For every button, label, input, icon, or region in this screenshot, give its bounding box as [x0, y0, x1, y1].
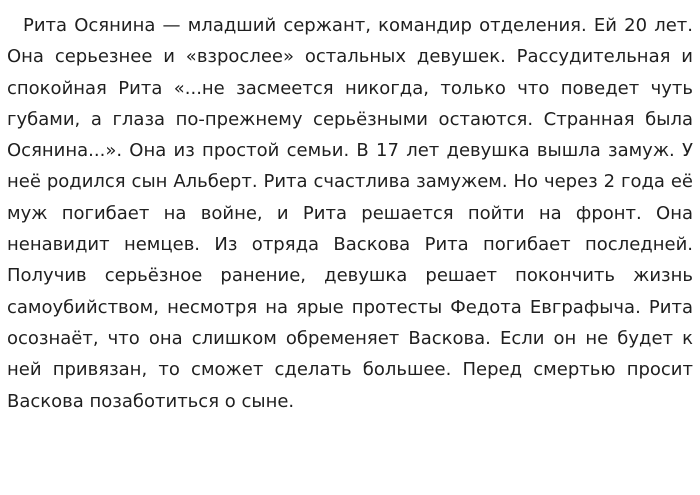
paragraph-text: Рита Осянина — младший сержант, командир отделения. Ей 20 лет. Она серьезнее и «взрослее» остальных девушек. Рассудительная и спокойная Рита «...не засмеется никогда, только что поведет чуть губами, а глаза по-прежнему серьёзными остаются. Странная была Осянина...». Она из простой семьи. В 17 лет девушка вышла замуж. У неё родился сын Альберт. Рита счастлива замужем. Но через 2 года её муж погибает на войне, и Рита решается пойти на фронт. Она ненавидит немцев. Из отряда Васкова Рита погибает последней. Получив серьёзное ранение, девушка решает покончить жизнь самоубийством, несмотря на ярые протесты Федота Евграфыча. Рита осознаёт, что она слишком обременяет Васкова. Если он не будет к ней привязан, то сможет сделать большее. Перед смертью просит Васкова позаботиться о сыне. — [7, 15, 693, 412]
document-body — [7, 10, 693, 417]
